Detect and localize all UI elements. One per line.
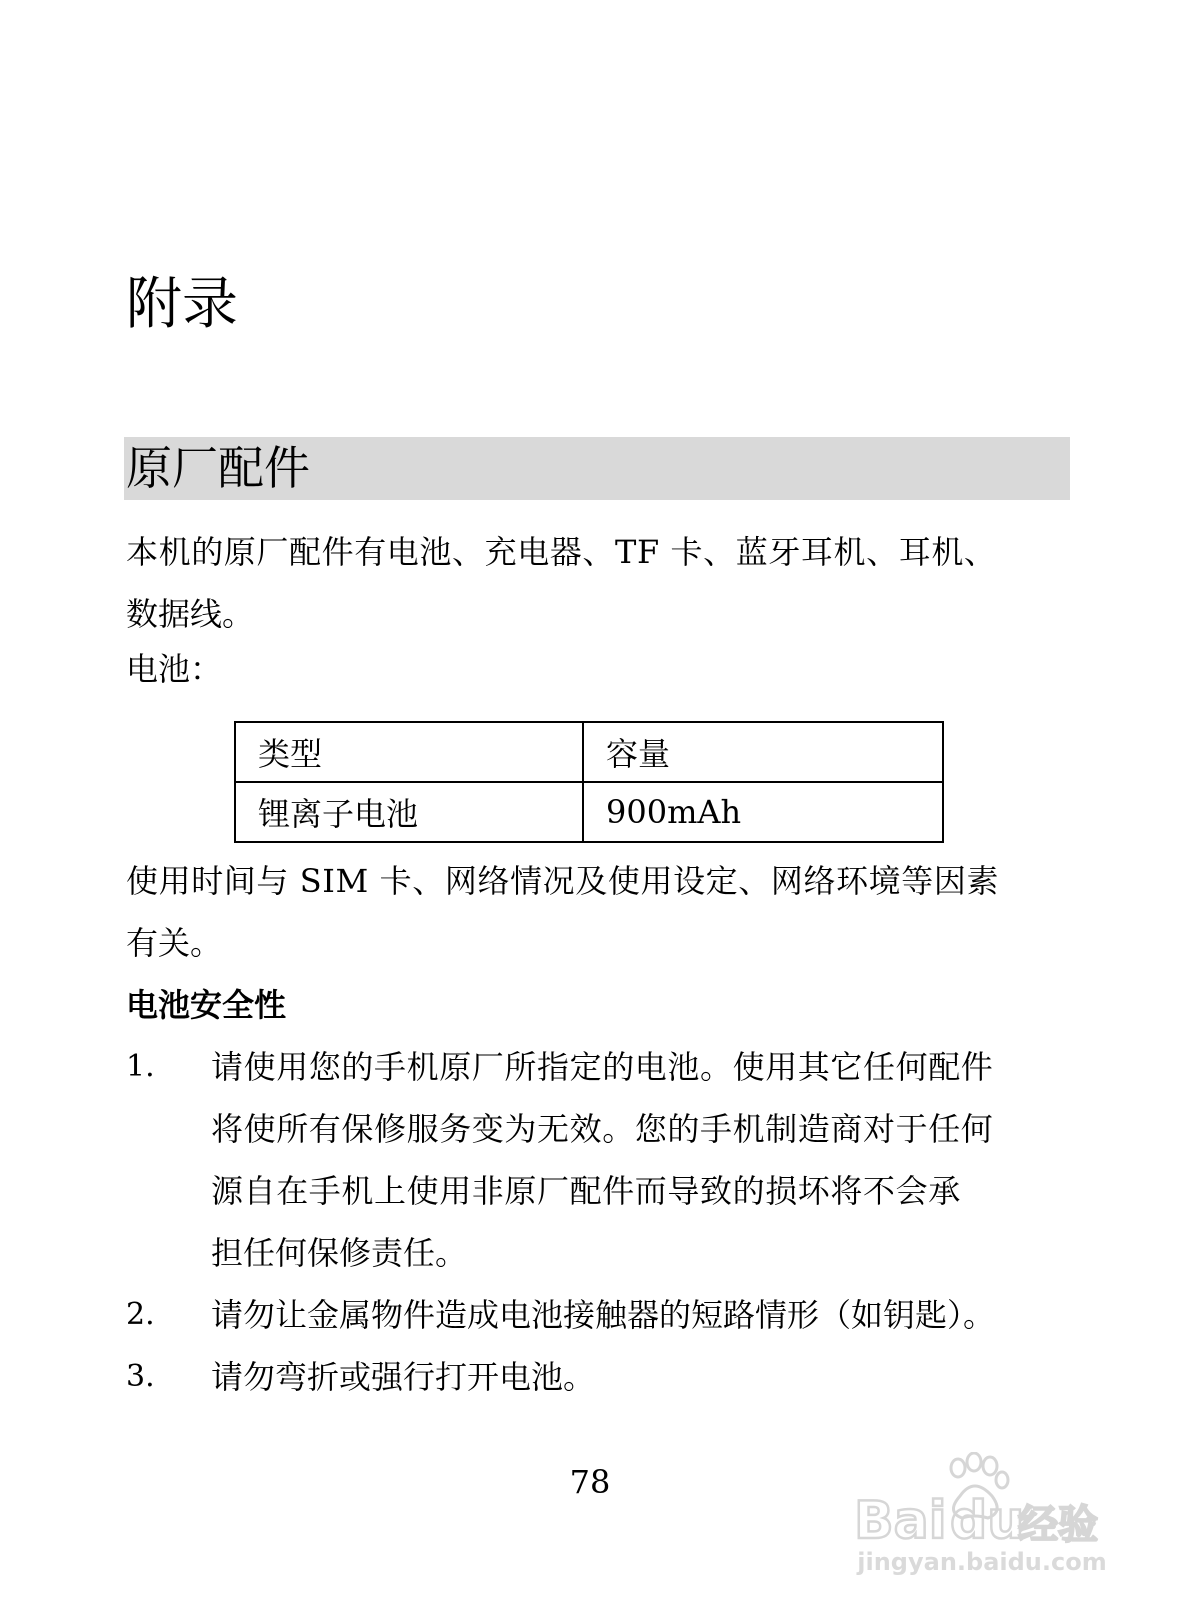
svg-text:经验: 经验 <box>1018 1502 1098 1548</box>
intro-line-1: 本机的原厂配件有电池、充电器、TF 卡、蓝牙耳机、耳机、 <box>126 533 997 571</box>
chapter-title: 附录 <box>126 272 238 337</box>
list-item-line: 担任何保修责任。 <box>211 1234 468 1272</box>
table-header-capacity: 容量 <box>583 722 943 782</box>
table-cell-type: 锂离子电池 <box>235 782 583 842</box>
intro-line-2: 数据线。 <box>126 595 255 633</box>
table-row <box>235 782 943 842</box>
safety-heading: 电池安全性 <box>126 986 287 1024</box>
section-title: 原厂配件 <box>126 441 310 495</box>
svg-text:du: du <box>950 1491 1025 1551</box>
list-number: 3. <box>126 1359 155 1394</box>
list-item-line: 源自在手机上使用非原厂配件而导致的损坏将不会承 <box>211 1172 961 1210</box>
table-header-type: 类型 <box>235 722 583 782</box>
battery-label: 电池： <box>126 650 223 688</box>
list-item-line: 请勿弯折或强行打开电池。 <box>211 1358 596 1396</box>
svg-text:Bai: Bai <box>854 1491 947 1551</box>
list-item-line: 请使用您的手机原厂所指定的电池。使用其它任何配件 <box>211 1048 994 1086</box>
list-item-line: 请勿让金属物件造成电池接触器的短路情形（如钥匙）。 <box>211 1296 996 1334</box>
baidu-watermark <box>842 1452 1122 1588</box>
usage-note-line-1: 使用时间与 SIM 卡、网络情况及使用设定、网络环境等因素 <box>126 862 1000 900</box>
usage-note-line-2: 有关。 <box>126 924 223 962</box>
table-header-row <box>235 722 943 782</box>
page-number: 78 <box>569 1463 611 1501</box>
list-item-line: 将使所有保修服务变为无效。您的手机制造商对于任何 <box>211 1110 994 1148</box>
baidu-paw-logo-icon <box>842 1452 1122 1552</box>
battery-table <box>234 721 944 843</box>
table-cell-capacity: 900mAh <box>583 782 943 842</box>
list-number: 2. <box>126 1297 155 1332</box>
list-number: 1. <box>126 1049 155 1084</box>
watermark-url: jingyan.baidu.com <box>857 1548 1107 1576</box>
